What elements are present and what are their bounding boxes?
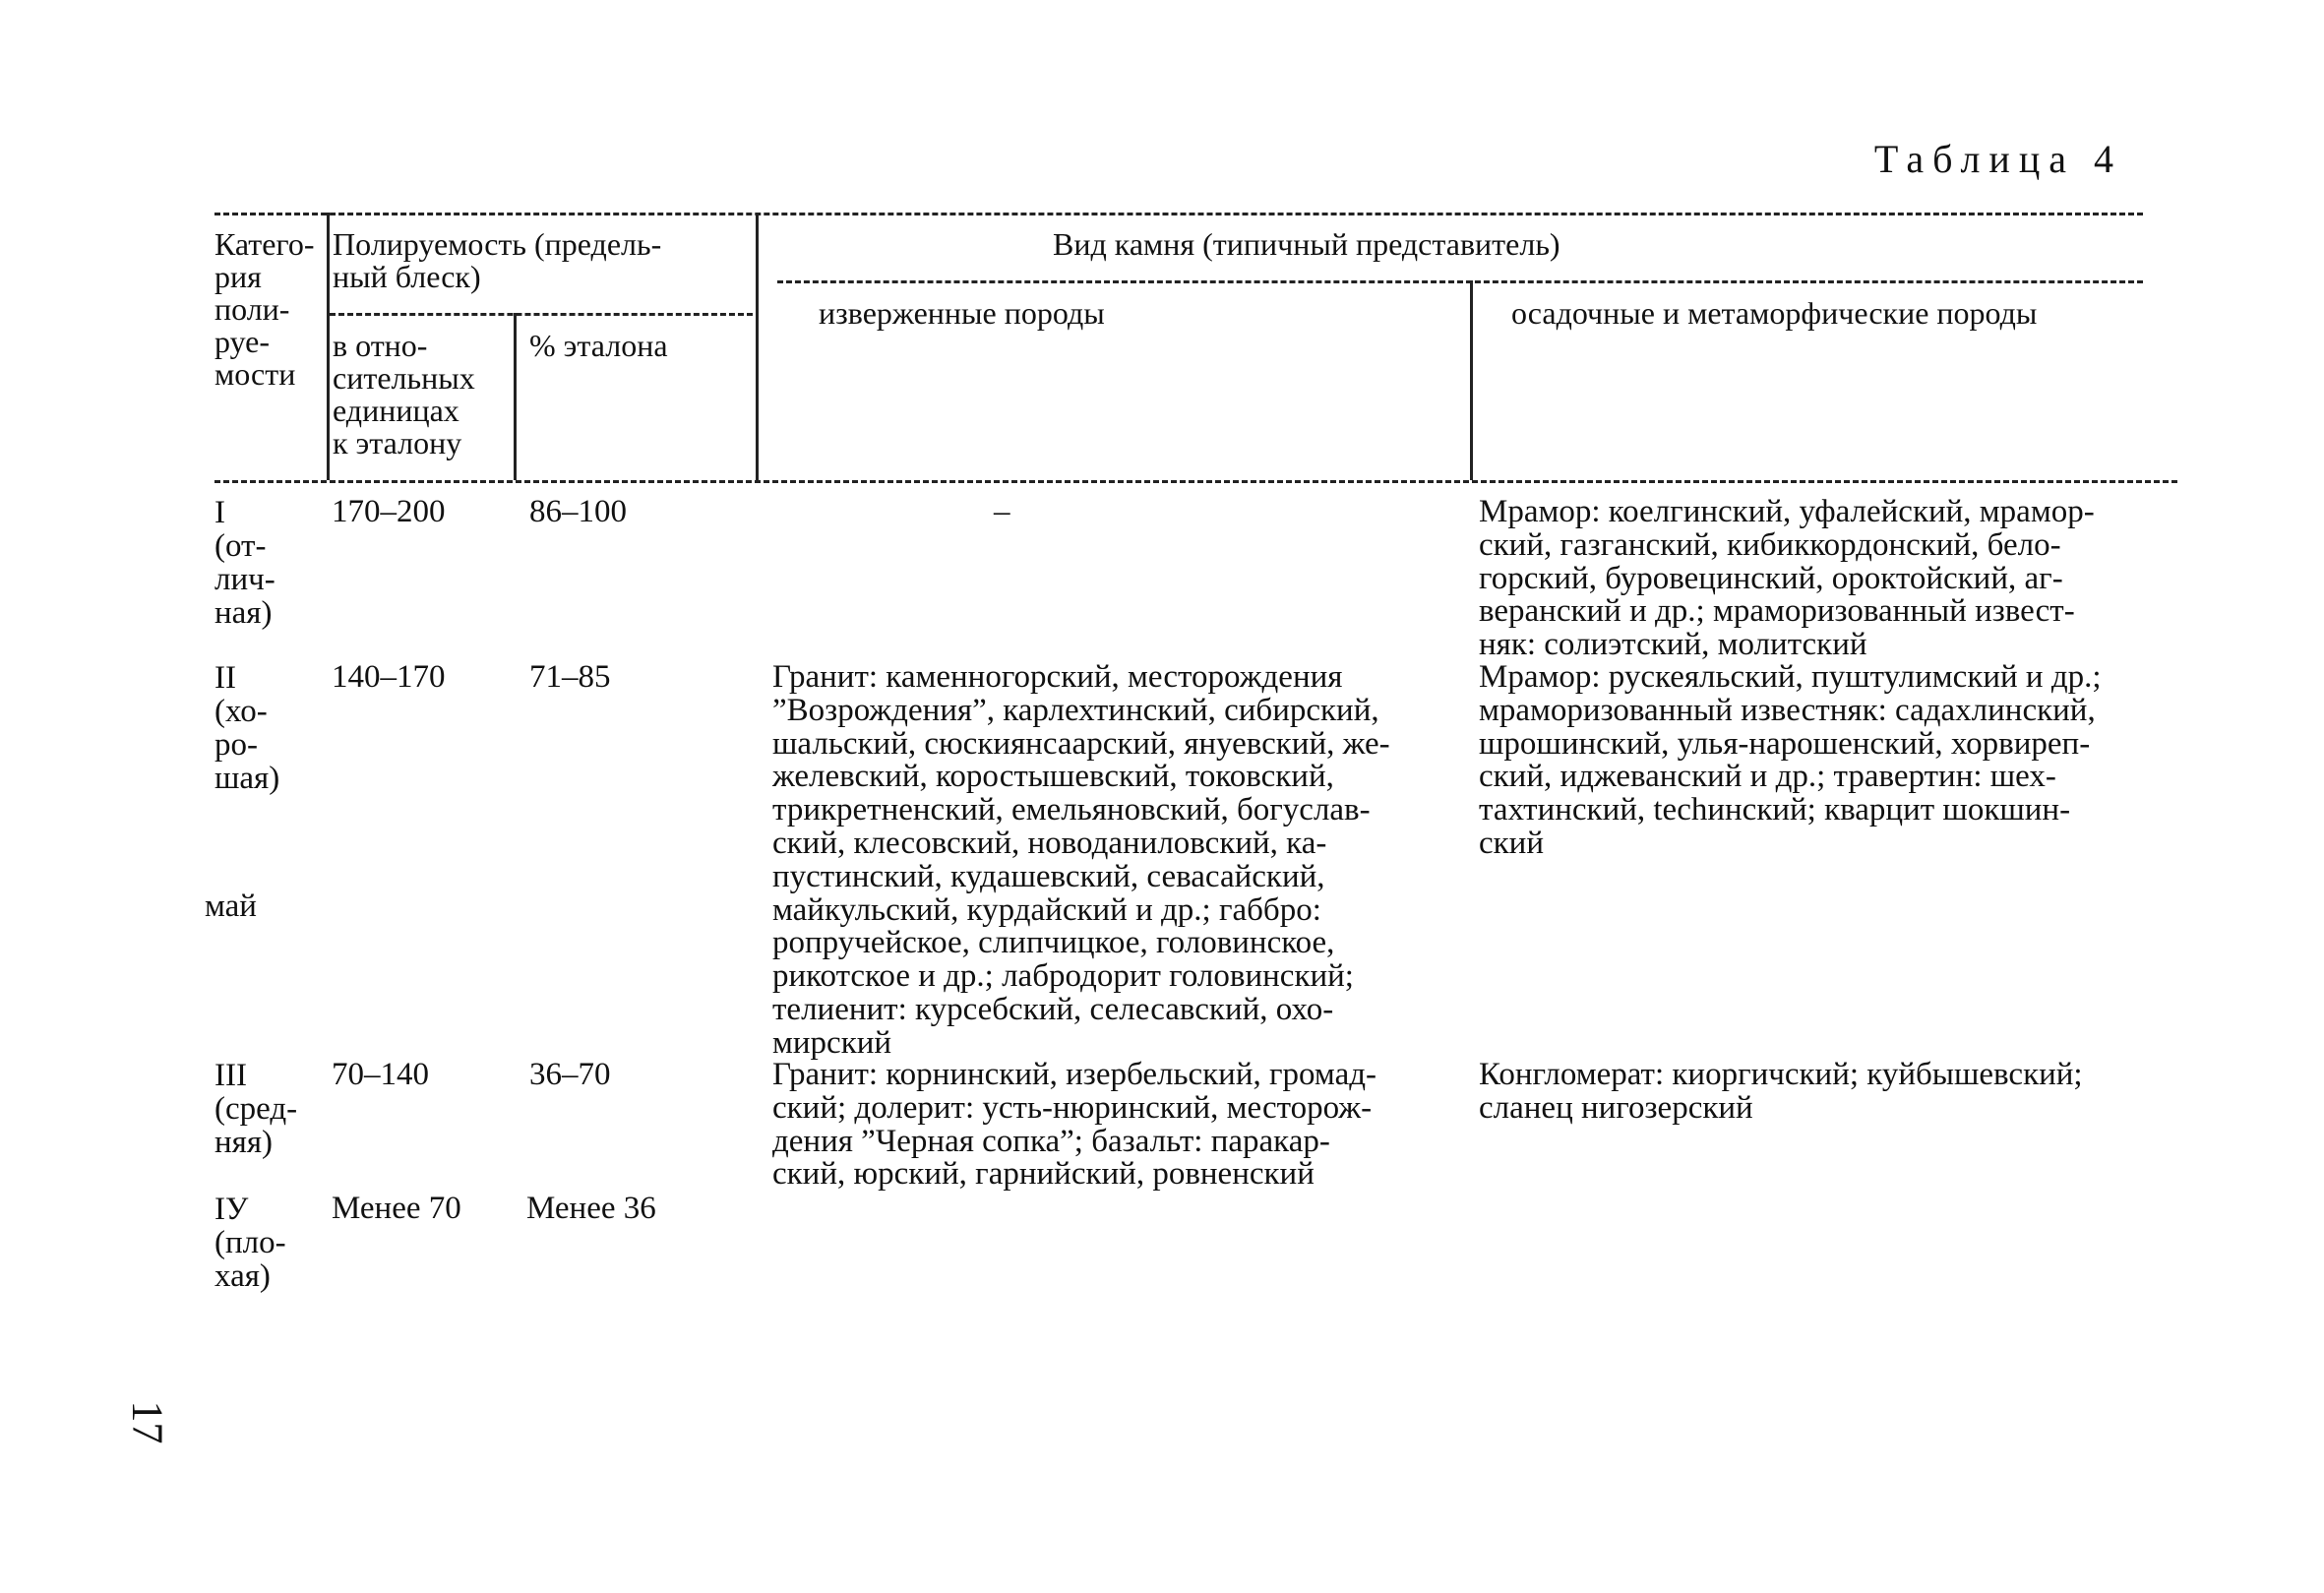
header-stone-kind: Вид камня (типичный представитель) xyxy=(1053,226,1560,262)
header-relative: в отно- сительных единицах к эталону xyxy=(333,328,475,460)
row-2-percent: 71–85 xyxy=(529,659,611,695)
row-2-igneous: Гранит: каменногорский, месторождения ”Возрождения”, карлехтинский, сибирский, шальский, сюскиянсаарский, януевский, же- желевский, коростышевский, токовский, трикретненский, емельяновский, богуслав- ский, клесовский, новоданиловский, ка- пустинский, кудашевский, севасайский, майкульский, курдайский и др.; габбро: ропручейское, слипчицкое, головинское, рикотское и др.; лабродорит головинский; телиенит: курсебский, селесавский, охо- мирский xyxy=(772,659,1390,1061)
stray-text: май xyxy=(205,888,257,924)
row-4-relative: Менее 70 xyxy=(332,1191,461,1226)
row-3-category: III (сред- няя) xyxy=(214,1058,298,1160)
row-1-sedimentary: Мрамор: коелгинский, уфалейский, мрамор- ский, газганский, кибиккордонский, бело- горский, буровецинский, ороктойский, аг- веранский и др.; мраморизованный извест- няк: солиэтский, молитский xyxy=(1479,494,2095,663)
row-1-percent: 86–100 xyxy=(529,494,627,529)
row-2-category: II (хо- ро- шая) xyxy=(214,660,280,796)
row-3-sedimentary: Конгломерат: киоргичский; куйбышевский; сланец нигозерский xyxy=(1479,1057,2083,1126)
polish-split-rule xyxy=(330,313,753,316)
col-rule-1 xyxy=(327,213,330,480)
col-rule-4 xyxy=(1470,280,1473,480)
header-split-rule xyxy=(777,280,2143,283)
header-sedimentary: осадочные и метаморфические породы xyxy=(1511,295,2038,331)
col-rule-3 xyxy=(756,213,759,480)
row-2-sedimentary: Мрамор: рускеяльский, пуштулимский и др.; мраморизованный известняк: садахлинский, шрошинский, улья-нарошенский, хорвиреп- ский, иджеванский и др.; травертин: шех- тахтинский, techинский; кварцит шокшин- ский xyxy=(1479,659,2102,861)
row-4-category: IУ (пло- хая) xyxy=(214,1192,286,1294)
table-title: Таблица 4 xyxy=(1873,137,2122,181)
col-rule-2 xyxy=(514,313,517,480)
row-1-relative: 170–200 xyxy=(332,494,446,529)
row-3-percent: 36–70 xyxy=(529,1057,611,1092)
page-number: 17 xyxy=(123,1400,172,1444)
header-bottom-rule xyxy=(214,480,2177,483)
header-percent: % эталона xyxy=(529,328,668,363)
row-3-relative: 70–140 xyxy=(332,1057,429,1092)
header-igneous: изверженные породы xyxy=(819,295,1105,331)
header-category: Катего- рия поли- руе- мости xyxy=(214,226,315,392)
table-top-rule xyxy=(214,213,2143,215)
row-1-category: I (от- лич- ная) xyxy=(214,495,275,631)
row-1-igneous: – xyxy=(994,494,1010,529)
row-3-igneous: Гранит: корнинский, изербельский, громад- ский; долерит: усть-нюринский, месторож- дения ”Черная сопка”; базальт: паракар- ский, юрский, гарнийский, ровненский xyxy=(772,1057,1376,1193)
row-2-relative: 140–170 xyxy=(332,659,446,695)
row-4-percent: Менее 36 xyxy=(526,1191,656,1226)
header-polish: Полируемость (предель- ный блеск) xyxy=(333,226,662,294)
